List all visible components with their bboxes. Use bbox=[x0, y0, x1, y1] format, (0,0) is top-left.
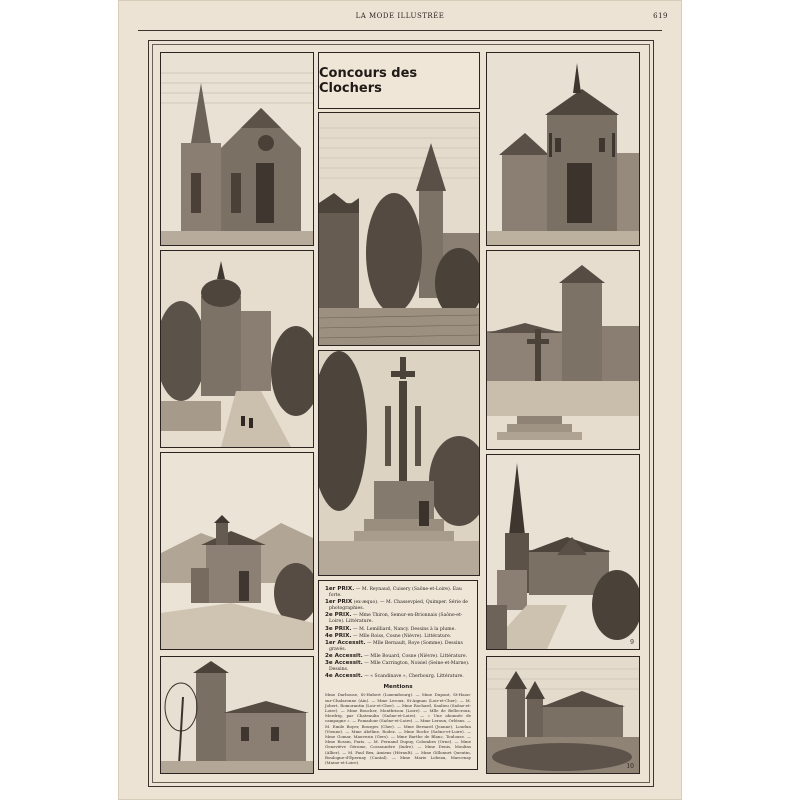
section-heading-box bbox=[318, 52, 480, 109]
engraving-domed-church-road bbox=[160, 250, 314, 448]
prize-entry: 1er PRIX (ex-æquo). — M. Chassevpied, Quimper. Série de photographies. bbox=[325, 599, 469, 612]
engraving-stone-cross-church bbox=[486, 250, 640, 450]
prize-entry: 3e PRIX. — M. Lemilliard, Nancy. Dessins à la plume. bbox=[325, 625, 456, 632]
engraving-calvary-cross-figure bbox=[318, 350, 480, 576]
plate-number: 9 bbox=[630, 639, 634, 646]
engraving-gothic-church bbox=[160, 52, 314, 246]
engraving-tall-spire-church bbox=[486, 454, 640, 650]
magazine-title: LA MODE ILLUSTRÉE bbox=[355, 12, 445, 20]
page-number: 619 bbox=[653, 12, 668, 20]
engraving-spire-trees-ruins bbox=[318, 112, 480, 346]
mentions-heading: Mentions bbox=[383, 684, 413, 691]
plate-number: 10 bbox=[626, 763, 634, 770]
prize-entry: 2e PRIX. — Mme Thiron, Semur-en-Brionnais (Saône-et-Loire). Littérature. bbox=[325, 612, 463, 625]
engraving-romanesque-chapel bbox=[160, 452, 314, 650]
running-head bbox=[118, 0, 682, 28]
engraving-fortified-church bbox=[160, 656, 314, 774]
prize-entry: 4e Accessit. — « Scandinave », Cherbourg. Littérature. bbox=[325, 673, 464, 680]
section-heading: Concours des Clochers bbox=[319, 65, 418, 96]
prize-entry: 1er Accessit. — Mlle Bernault, Roye (Somme). Dessins gravés. bbox=[325, 639, 463, 652]
header-rule bbox=[138, 30, 662, 31]
prize-entry: 2e Accessit. — Mlle Bouard, Cosne (Nièvre). Littérature. bbox=[325, 652, 468, 659]
prize-entry: 1er PRIX. — M. Reynaud, Cuisery (Saône-et-Loire). Eau forte. bbox=[325, 586, 462, 599]
prize-entry: 4e PRIX. — Mlle Roiss, Cosne (Nièvre). Littérature. bbox=[325, 632, 452, 639]
mentions-text: Mme Darbouse, St-Hubert (Luxembourg). — Mme Dupont, St-Haon-sur-Chalaronne (Ain). — Mme Leroux, St-Aignan (Loir-et-Cher). — M. Jobert, Romorantin (Loir-et-Cher). — Mme Rochard, Saulieu (Saône-et-Loire). — Mme Boucher, Montbrison (Loire). — Mlle de Bellecroux, Merdrig, par Chateaulin (Saône-et-Loire). — « Une abonnée de campagne ». — Pomadour (Saône-et-Loire). — Mme Leroux, Orléans. — M. Emile Boyer, Bourges (Cher). — Mme Bernard (Jeanne), Loudun (Vienne). — Mme Abéline, Rodez. — Mme Roche (Saône-et-Loire). — Mme Gomar, Mauvezin (Gers). — Mme Barthe de Blanc, Toulouse. — Mme Rossin, Paris. — M. Fernand Dupuy, Colombes (Orne). — Mme Geneviève Gérome, Cossonnière (Indre). — Mme Denis, Moulins (Allier). — M. Paul Bex, Amiens (Hérault). — Mme Gillonnet Queutin, Boulogne-d'Épernay (Cantal). — Mme Marie Lobeau, Marcenay (Maine-et-Loire). bbox=[325, 692, 471, 766]
prize-results-box bbox=[318, 580, 478, 770]
engraving-cathedral-towers bbox=[486, 656, 640, 774]
engraving-ornate-gothic-church bbox=[486, 52, 640, 246]
prize-entry: 3e Accessit. — Mlle Carrington, Noisiel (Seine-et-Marne). Dessins. bbox=[325, 660, 470, 673]
